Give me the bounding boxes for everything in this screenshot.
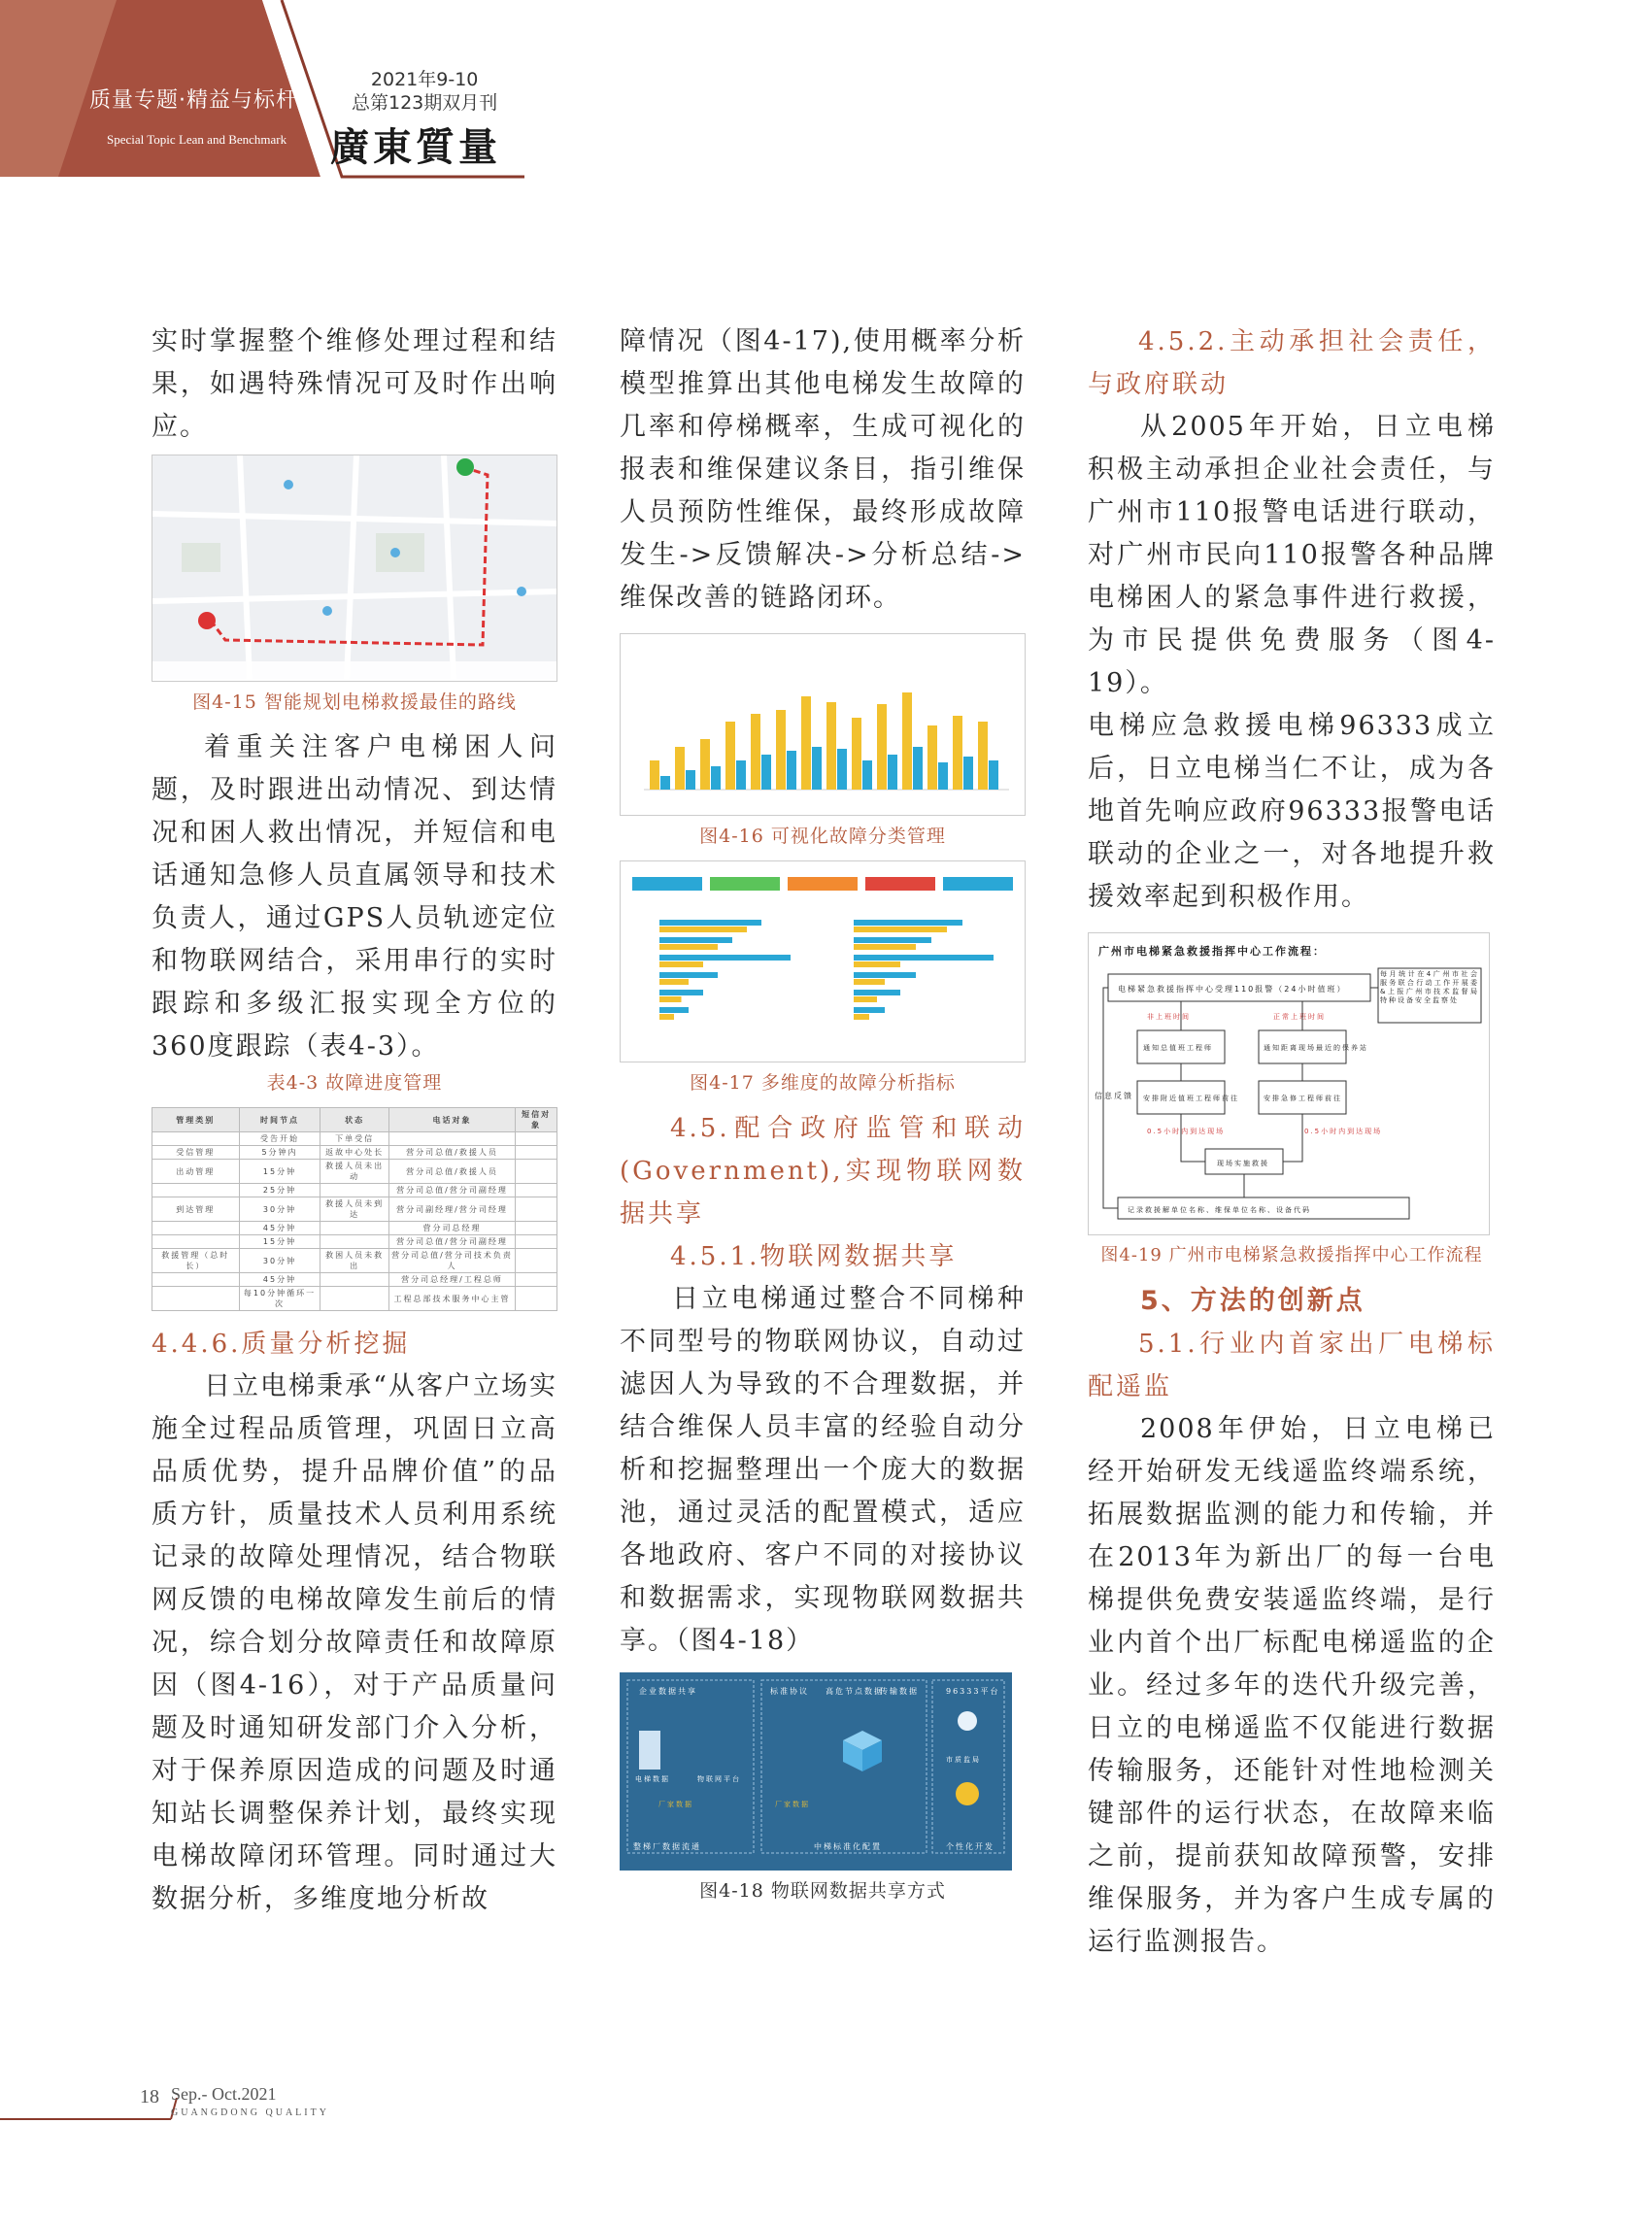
fig18-label: 高危节点数据 bbox=[826, 1687, 884, 1696]
table-cell: 30分钟 bbox=[239, 1249, 320, 1273]
chart-bar bbox=[854, 955, 994, 961]
table-row bbox=[152, 1287, 557, 1311]
table-cell bbox=[320, 1273, 388, 1287]
table-cell bbox=[320, 1235, 388, 1249]
map-image bbox=[152, 455, 556, 679]
chart-bar bbox=[659, 979, 689, 985]
chart-bar bbox=[787, 751, 796, 790]
paragraph: 日立电梯通过整合不同梯种不同型号的物联网协议，自动过滤因人为导致的不合理数据，并结合维保人员丰富的经验自动分析和挖掘整理出一个庞大的数据池，通过灵活的配置模式，适应各地政府、客户不同的对接协议和数据需求，实现物联网数据共享。（图4-18） bbox=[620, 1284, 1026, 1656]
table-row bbox=[152, 1235, 557, 1249]
chart-bar bbox=[854, 996, 877, 1002]
figure-4-17-fault-analysis bbox=[620, 860, 1026, 1062]
chart-bar bbox=[963, 757, 973, 790]
fig18-label: 企业数据共享 bbox=[639, 1687, 697, 1696]
subsection-heading: 5.1.行业内首家出厂电梯标配遥监 bbox=[1088, 1330, 1496, 1401]
table-cell: 救援人员未到达 bbox=[320, 1197, 388, 1222]
table-row bbox=[152, 1146, 557, 1160]
table-header-cell: 短信对象 bbox=[516, 1108, 557, 1132]
table-cell: 救困人员未救出 bbox=[320, 1249, 388, 1273]
iot-sharing-diagram bbox=[620, 1672, 1012, 1871]
rescue-workflow-diagram bbox=[1089, 933, 1487, 1232]
chart-bar bbox=[902, 692, 912, 790]
table-body bbox=[152, 1132, 557, 1311]
chart-bar bbox=[812, 747, 822, 790]
table-row bbox=[152, 1184, 557, 1197]
chart-bar bbox=[938, 762, 948, 790]
chart-bar bbox=[852, 718, 861, 790]
table-cell bbox=[516, 1197, 557, 1222]
subsection-heading: 4.5.1.物联网数据共享 bbox=[670, 1242, 958, 1271]
table-cell: 救援人员未出动 bbox=[320, 1160, 388, 1184]
column-2 bbox=[620, 320, 1026, 1915]
paragraph: 着重关注客户电梯困人问题，及时跟进出动情况、到达情况和困人救出情况，并短信和电话通知急修人员直属领导和技术负责人，通过GPS人员轨迹定位和物联网结合，采用串行的实时跟踪和多级汇报实现全方位的360度跟踪（表4-3）。 bbox=[152, 732, 557, 1062]
flow-right-step-1: 通知距离现场最近的保养站 bbox=[1264, 1044, 1368, 1052]
chart-bar bbox=[854, 990, 900, 995]
figure-caption: 图4-19 广州市电梯紧急救援指挥中心工作流程 bbox=[1100, 1245, 1483, 1265]
chart-bar bbox=[751, 714, 760, 790]
table-cell: 营分司副经理/营分司经理 bbox=[388, 1197, 515, 1222]
table-cell: 工程总部技术服务中心主管 bbox=[388, 1287, 515, 1311]
fig18-label: 厂家数据 bbox=[658, 1801, 693, 1808]
table-row bbox=[152, 1160, 557, 1184]
paragraph: 日立电梯秉承“从客户立场实施全过程品质管理，巩固日立高品质优势，提升品牌价值”的品质方针，质量技术人员利用系统记录的故障处理情况，结合物联网反馈的电梯故障发生前后的情况，综合划分故障责任和故障原因（图4-16），对于产品质量问题及时通知研发部门介入分析，对于保养原因造成的问题及时通知站长调整保养计划，最终实现电梯故障闭环管理。同时通过大数据分析，多维度地分析故 bbox=[152, 1371, 557, 1914]
figure-caption: 图4-15 智能规划电梯救援最佳的路线 bbox=[192, 691, 517, 713]
table-cell: 营分司总值/营分司副经理 bbox=[388, 1235, 515, 1249]
section-heading: 4.5.配合政府监管和联动(Government),实现物联网数据共享 bbox=[620, 1114, 1026, 1229]
page-header bbox=[0, 0, 1652, 185]
flow-note: 每月统计在4广州市社会服务联合行动工作开展委&上报广州市技术监督局特种设备安全监察处 bbox=[1380, 970, 1479, 1004]
table-cell bbox=[320, 1184, 388, 1197]
chart-bar bbox=[659, 961, 703, 967]
table-cell bbox=[320, 1222, 388, 1235]
flow-left-step-1: 通知总值班工程师 bbox=[1143, 1044, 1213, 1052]
chart-bar bbox=[801, 696, 811, 790]
table-cell bbox=[152, 1184, 240, 1197]
chart-bar bbox=[854, 1007, 885, 1013]
table-cell bbox=[152, 1222, 240, 1235]
chart-bar bbox=[862, 760, 872, 790]
chart-bar bbox=[650, 760, 659, 790]
chart-bar bbox=[927, 725, 937, 790]
flow-side-label: 信息反馈 bbox=[1095, 1092, 1133, 1100]
table-cell: 出动管理 bbox=[152, 1160, 240, 1184]
table-header-cell: 时间节点 bbox=[239, 1108, 320, 1132]
header-section-title: 质量专题·精益与标杆 bbox=[89, 88, 298, 113]
section-heading: 5、方法的创新点 bbox=[1140, 1286, 1365, 1316]
chart-bar bbox=[854, 972, 916, 978]
table-row bbox=[152, 1197, 557, 1222]
table-caption: 表4-3 故障进度管理 bbox=[266, 1072, 443, 1094]
kpi-tile bbox=[632, 877, 702, 891]
flow-left-step-2: 安排附近值班工程师前往 bbox=[1143, 1095, 1239, 1102]
table-header-cell: 电话对象 bbox=[388, 1108, 515, 1132]
table-cell: 营分司总值/救援人员 bbox=[388, 1160, 515, 1184]
chart-bar bbox=[877, 704, 887, 790]
chart-bar bbox=[854, 944, 916, 950]
table-cell bbox=[516, 1273, 557, 1287]
table-cell: 30分钟 bbox=[239, 1197, 320, 1222]
column-1 bbox=[152, 320, 557, 1921]
kpi-tile bbox=[710, 877, 780, 891]
table-cell: 营分司总值/营分司副经理 bbox=[388, 1184, 515, 1197]
table-header-cell: 状态 bbox=[320, 1108, 388, 1132]
fault-analysis-dashboard bbox=[621, 861, 1025, 1060]
table-cell: 5分钟内 bbox=[239, 1146, 320, 1160]
header-issue-info bbox=[352, 68, 497, 115]
chart-bar bbox=[659, 927, 747, 932]
table-cell bbox=[516, 1146, 557, 1160]
table-cell: 营分司总值/营分司技术负责人 bbox=[388, 1249, 515, 1273]
table-row bbox=[152, 1222, 557, 1235]
chart-bar bbox=[854, 937, 931, 943]
chart-bar bbox=[659, 937, 732, 943]
flow-left-time: 非上班时间 bbox=[1147, 1013, 1191, 1021]
fig18-label: 96333平台 bbox=[946, 1687, 1000, 1696]
table-cell bbox=[516, 1184, 557, 1197]
chart-bar bbox=[978, 722, 988, 790]
table-cell: 25分钟 bbox=[239, 1184, 320, 1197]
table-header-cell: 管理类别 bbox=[152, 1108, 240, 1132]
table-cell bbox=[152, 1273, 240, 1287]
chart-bar bbox=[953, 716, 962, 790]
table-4-3-progress bbox=[152, 1107, 557, 1311]
chart-bar bbox=[854, 979, 885, 985]
table-cell bbox=[516, 1287, 557, 1311]
table-cell bbox=[152, 1235, 240, 1249]
table-row bbox=[152, 1273, 557, 1287]
chart-bar bbox=[659, 996, 682, 1002]
table-cell: 营分司总经理 bbox=[388, 1222, 515, 1235]
table-header-row bbox=[152, 1108, 557, 1132]
fig18-label: 中梯标准化配置 bbox=[814, 1842, 882, 1851]
table-cell: 每10分钟循环一次 bbox=[239, 1287, 320, 1311]
chart-bar bbox=[761, 755, 771, 790]
flow-title: 广州市电梯紧急救援指挥中心工作流程： bbox=[1098, 945, 1326, 958]
chart-bar bbox=[659, 990, 703, 995]
chart-bar bbox=[837, 749, 847, 790]
flow-bottom-box: 记录救援解单位名称、维保单位名称、设备代码 bbox=[1128, 1206, 1311, 1214]
flow-right-step-3: 0.5小时内到达现场 bbox=[1304, 1128, 1383, 1135]
section-heading: 4.4.6.质量分析挖掘 bbox=[152, 1330, 411, 1359]
header-issue-line: 总第123期双月刊 bbox=[352, 92, 498, 114]
figure-caption: 图4-18 物联网数据共享方式 bbox=[699, 1880, 946, 1902]
footer-magazine-name: GUANGDONG QUALITY bbox=[171, 2107, 329, 2118]
flow-left-step-3: 0.5小时内到达现场 bbox=[1147, 1128, 1226, 1135]
kpi-tile bbox=[788, 877, 858, 891]
figure-4-16-fault-chart bbox=[620, 633, 1026, 816]
figure-caption: 图4-17 多维度的故障分析指标 bbox=[690, 1072, 956, 1094]
chart-bar bbox=[854, 961, 900, 967]
fig18-label: 整梯厂数据流通 bbox=[633, 1842, 701, 1851]
table-cell: 营分司总经理/工程总师 bbox=[388, 1273, 515, 1287]
magazine-logo: 廣東質量 bbox=[330, 124, 501, 170]
header-section-subtitle: Special Topic Lean and Benchmark bbox=[107, 132, 287, 147]
table-cell bbox=[152, 1287, 240, 1311]
chart-bar bbox=[659, 920, 761, 926]
subsection-heading: 4.5.2.主动承担社会责任，与政府联动 bbox=[1088, 327, 1496, 399]
paragraph: 障情况（图4-17),使用概率分析模型推算出其他电梯发生故障的几率和停梯概率，生成可视化的报表和维保建议条目，指引维保人员预防性维保，最终形成故障发生->反馈解决->分析总结->维保改善的链路闭环。 bbox=[620, 326, 1026, 613]
footer-date: Sep.- Oct.2021 bbox=[171, 2084, 277, 2104]
chart-bar bbox=[659, 955, 791, 961]
chart-bar bbox=[854, 920, 962, 926]
chart-bar bbox=[913, 747, 923, 790]
table-cell bbox=[516, 1222, 557, 1235]
chart-bar bbox=[989, 760, 998, 790]
table-row bbox=[152, 1132, 557, 1146]
table-row bbox=[152, 1249, 557, 1273]
table-cell bbox=[516, 1235, 557, 1249]
flow-center-box: 电梯紧急救援指挥中心受理110报警（24小时值班） bbox=[1118, 985, 1347, 994]
chart-bar bbox=[854, 1014, 869, 1020]
fault-classification-chart bbox=[621, 634, 1025, 813]
table-cell: 到达管理 bbox=[152, 1197, 240, 1222]
table-cell: 45分钟 bbox=[239, 1273, 320, 1287]
header-date-line: 2021年9-10 bbox=[370, 69, 479, 90]
flow-mid-box: 现场实施救援 bbox=[1217, 1160, 1269, 1167]
chart-bar bbox=[826, 702, 836, 790]
fig18-label: 物联网平台 bbox=[697, 1775, 741, 1783]
table-cell: 返故中心处长 bbox=[320, 1146, 388, 1160]
chart-bar bbox=[659, 944, 718, 950]
table-cell: 下单受信 bbox=[320, 1132, 388, 1146]
table-cell: 受告开始 bbox=[239, 1132, 320, 1146]
chart-bar bbox=[659, 972, 718, 978]
footer-rule bbox=[0, 2098, 194, 2127]
paragraph: 从2005年开始，日立电梯积极主动承担企业社会责任，与广州市110报警电话进行联动，对广州市民向110报警各种品牌电梯困人的紧急事件进行救援，为市民提供免费服务（图4-19）。 bbox=[1088, 412, 1496, 698]
figure-4-15-route-map bbox=[152, 455, 557, 682]
table-cell: 救援管理（总时长） bbox=[152, 1249, 240, 1273]
table-cell bbox=[320, 1287, 388, 1311]
table-cell: 45分钟 bbox=[239, 1222, 320, 1235]
chart-bar bbox=[659, 1007, 689, 1013]
chart-bar bbox=[675, 747, 685, 790]
paragraph: 2008年伊始，日立电梯已经开始研发无线遥监终端系统，拓展数据监测的能力和传输，并在2013年为新出厂的每一台电梯提供免费安装遥监终端，是行业内首个出厂标配电梯遥监的企业。经过多年的迭代升级完善，日立的电梯遥监不仅能进行数据传输服务，还能针对性地检测关键部件的运行状态，在故障来临之前，提前获知故障预警，安排维保服务，并为客户生成专属的运行监测报告。 bbox=[1088, 1414, 1496, 1957]
kpi-tile bbox=[865, 877, 935, 891]
flow-right-time: 正常上班时间 bbox=[1273, 1013, 1326, 1021]
chart-bar bbox=[725, 722, 735, 790]
fig18-label: 个性化开发 bbox=[946, 1842, 995, 1851]
column-3 bbox=[1088, 320, 1496, 1964]
chart-bar bbox=[700, 739, 710, 790]
chart-bar bbox=[686, 770, 695, 790]
flow-right-step-2: 安排急修工程师前往 bbox=[1264, 1095, 1342, 1102]
fig18-label: 厂家数据 bbox=[775, 1801, 810, 1808]
table-cell: 15分钟 bbox=[239, 1235, 320, 1249]
fig18-label: 传输数据 bbox=[880, 1687, 919, 1696]
table-cell bbox=[152, 1132, 240, 1146]
progress-table bbox=[152, 1107, 557, 1311]
chart-bar bbox=[659, 1014, 674, 1020]
table-cell bbox=[516, 1132, 557, 1146]
figure-4-19-workflow bbox=[1088, 932, 1490, 1235]
figure-4-18-iot-sharing bbox=[620, 1672, 1026, 1871]
fig18-label: 标准协议 bbox=[770, 1687, 809, 1696]
table-cell: 营分司总值/救援人员 bbox=[388, 1146, 515, 1160]
page-number: 18 bbox=[140, 2086, 159, 2107]
fig18-label: 市质监局 bbox=[946, 1756, 981, 1764]
table-cell bbox=[516, 1249, 557, 1273]
table-cell: 15分钟 bbox=[239, 1160, 320, 1184]
figure-caption: 图4-16 可视化故障分类管理 bbox=[699, 826, 946, 847]
paragraph: 实时掌握整个维修处理过程和结果，如遇特殊情况可及时作出响应。 bbox=[152, 326, 557, 442]
table-cell bbox=[516, 1160, 557, 1184]
chart-bar bbox=[888, 755, 897, 790]
table-cell: 受信管理 bbox=[152, 1146, 240, 1160]
chart-bar bbox=[736, 760, 746, 790]
chart-bar bbox=[711, 766, 721, 790]
table-cell bbox=[388, 1132, 515, 1146]
fig18-label: 电梯数据 bbox=[635, 1775, 670, 1783]
chart-bar bbox=[776, 710, 786, 790]
chart-bar bbox=[854, 927, 947, 932]
paragraph: 电梯应急救援电梯96333成立后，日立电梯当仁不让，成为各地首先响应政府96333报警电话联动的企业之一，对各地提升救援效率起到积极作用。 bbox=[1088, 711, 1496, 912]
chart-bar bbox=[660, 776, 670, 790]
kpi-tile bbox=[943, 877, 1013, 891]
